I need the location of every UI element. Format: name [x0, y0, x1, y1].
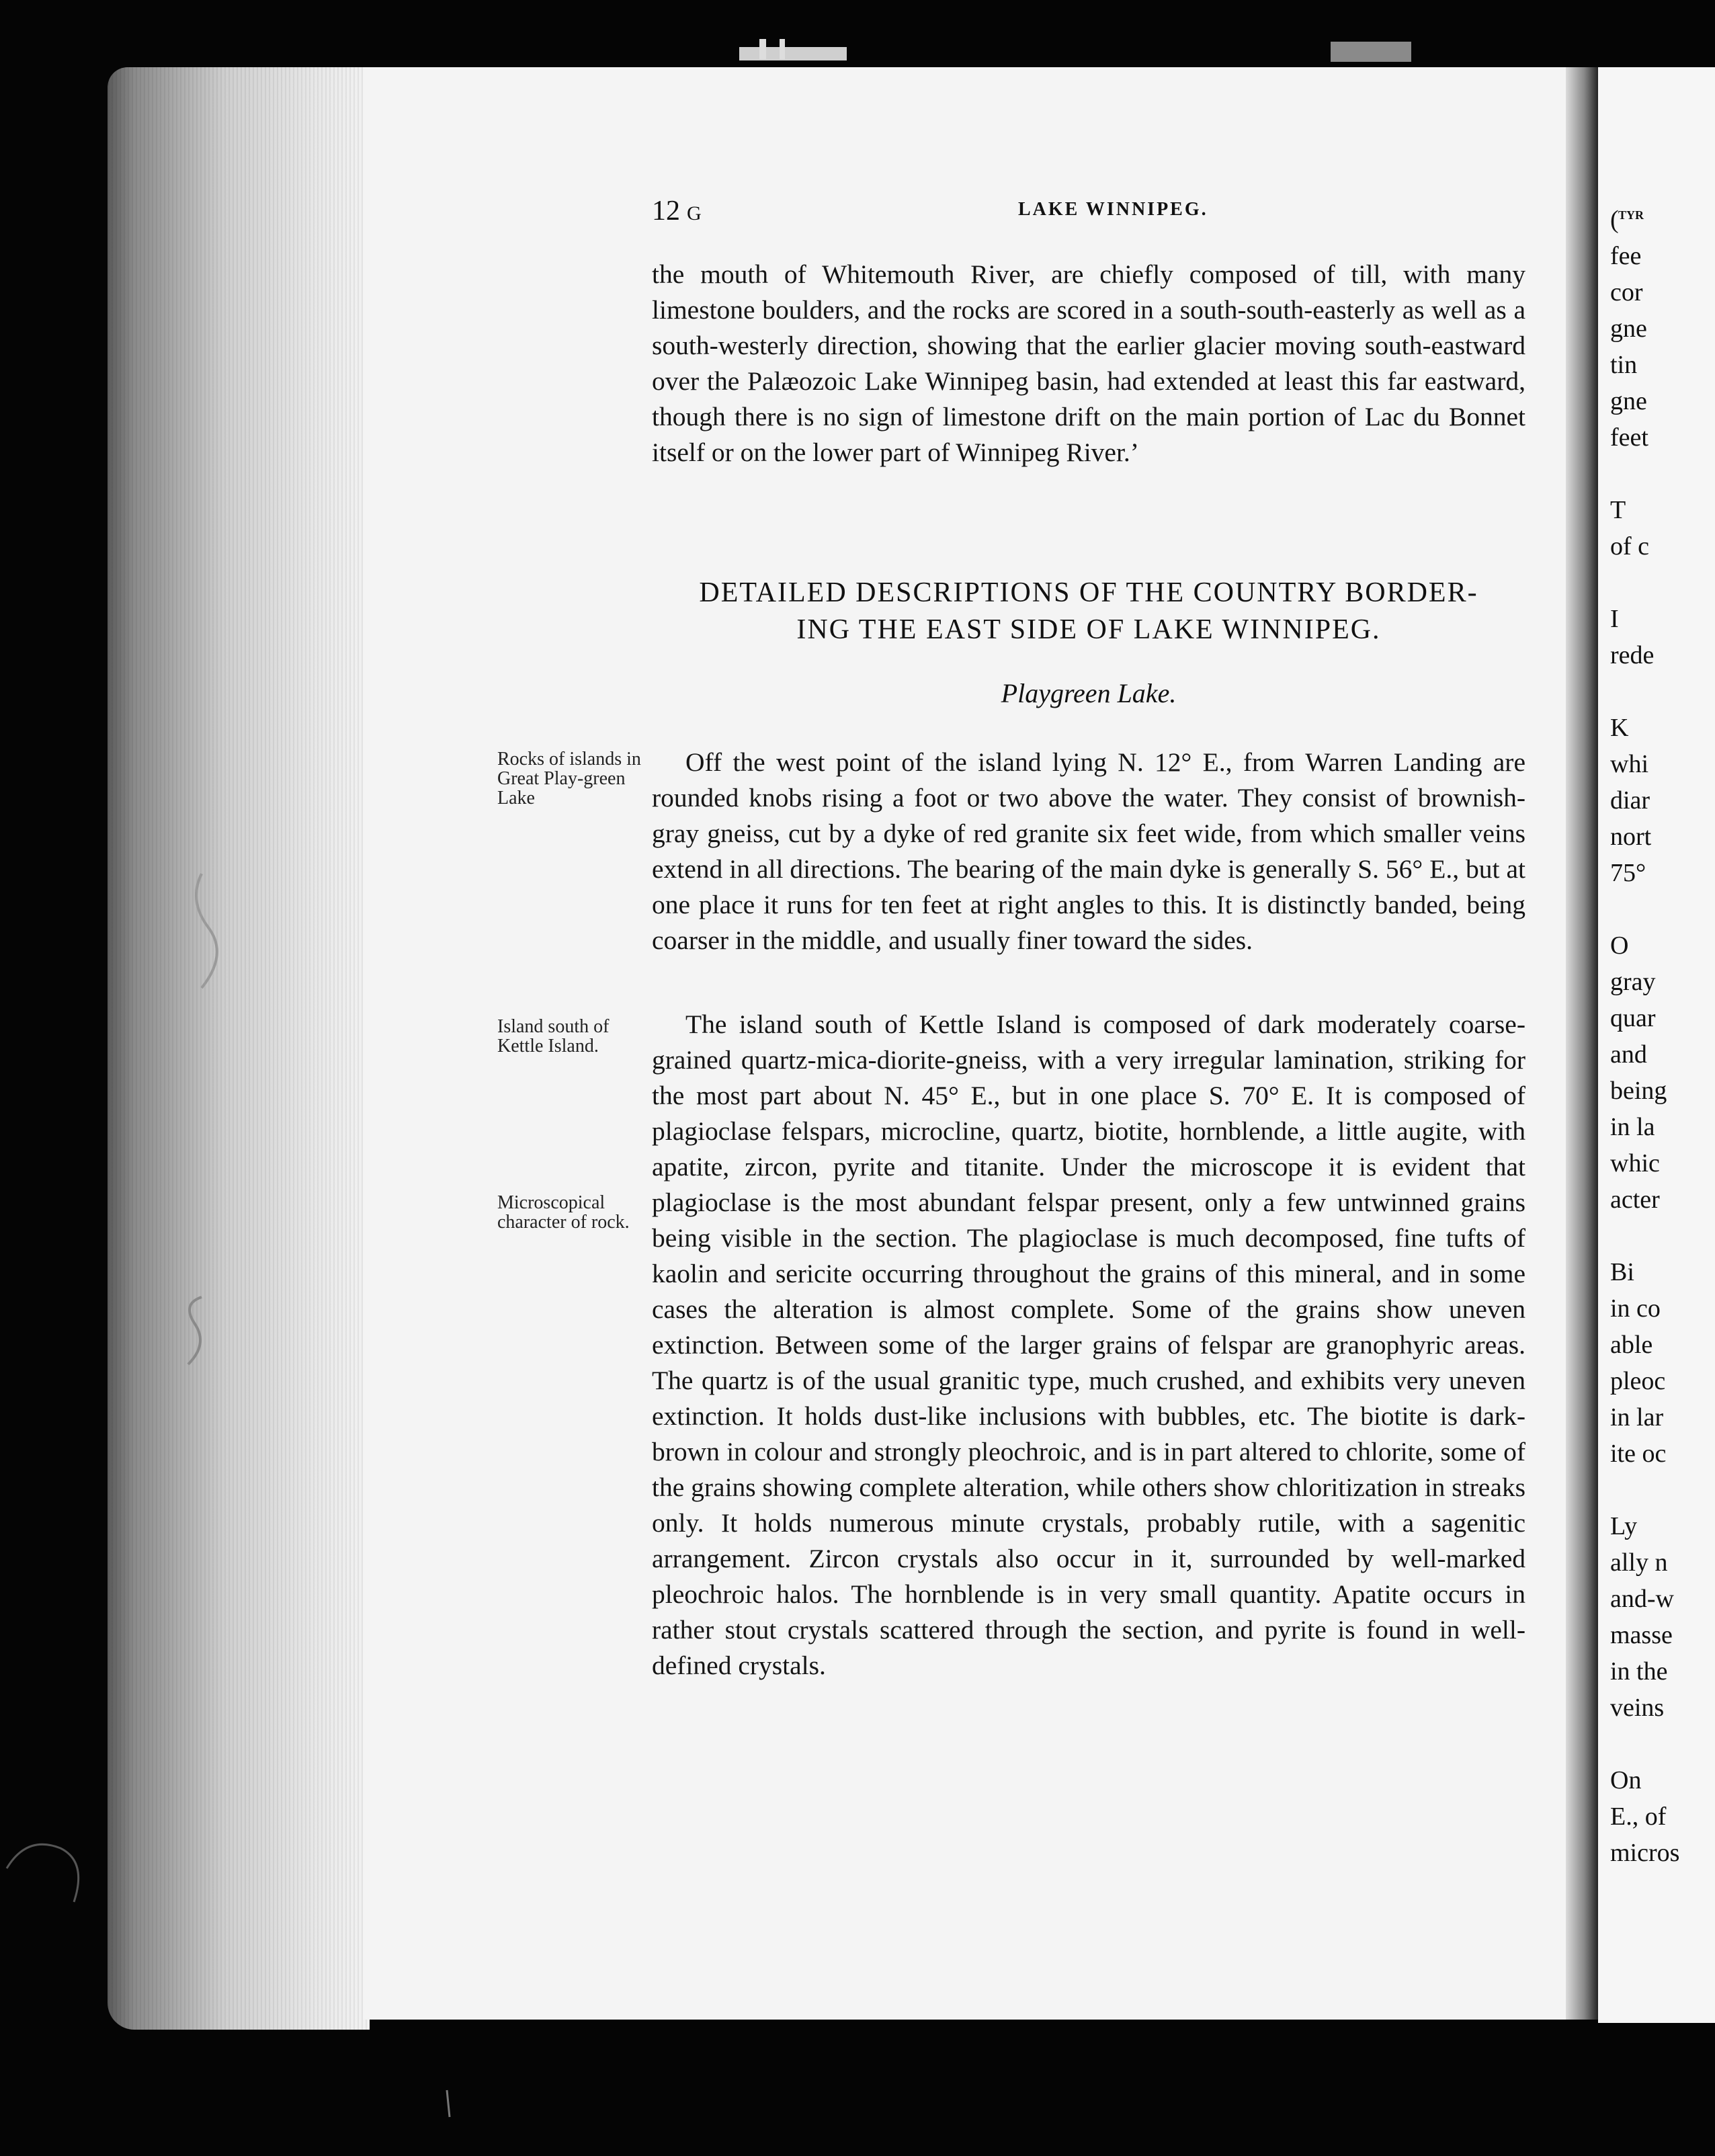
running-head — [652, 195, 1525, 229]
facing-line — [1598, 1472, 1715, 1508]
facing-line — [1598, 673, 1715, 710]
facing-page-text — [1598, 202, 1715, 1871]
facing-line — [1598, 1726, 1715, 1762]
facing-line: K — [1610, 714, 1629, 742]
facing-line: E., of — [1610, 1802, 1667, 1831]
page-number: 12 — [652, 196, 680, 226]
book-page-edges — [108, 67, 370, 2030]
facing-page — [1598, 67, 1715, 2023]
section-heading-line2: ING THE EAST SIDE OF LAKE WINNIPEG. — [796, 614, 1381, 645]
facing-line: and-w — [1610, 1585, 1674, 1613]
facing-line: nort — [1610, 823, 1652, 851]
facing-line — [1598, 1218, 1715, 1254]
facing-line: rede — [1610, 641, 1655, 669]
facing-page-header: TYR — [1618, 208, 1644, 222]
facing-line: gray — [1610, 968, 1656, 996]
section-subheading: Playgreen Lake. — [1001, 678, 1177, 708]
book-gutter — [1566, 67, 1599, 2020]
facing-line: masse — [1610, 1621, 1673, 1649]
facing-line: Ly — [1610, 1512, 1638, 1540]
facing-line: ally n — [1610, 1548, 1668, 1577]
page-number-block — [652, 195, 702, 227]
paragraph-island-description: The island south of Kettle Island is composed of dark moderately coarse-grained quartz-mica-diorite-gneiss, with a very irregular lamination, striking for the most part about N. 45° E., but in one place S. 70° E. It is composed of plagioclase felspars, microcline, quartz, biotite, hornblende, a little augite, with apatite, zircon, pyrite and titanite. Under the microscope it is evident that plagioclase is the most abundant felspar present, only a few untwinned grains being visible in the section. The plagioclase is much decomposed, fine tufts of kaolin and sericite occurring throughout the grains of this mineral, and in some cases the alteration is almost complete. Some of the grains show uneven extinction. Between some of the larger grains of felspar are granophyric areas. The quartz is of the usual granitic type, much crushed, and exhibits very uneven extinction. It holds dust-like inclusions with bubbles, etc. The biotite is dark-brown in colour and strongly pleochroic, and is in part altered to chlorite, some of the grains showing complete alteration, while others show chloritization in streaks only. It holds numerous minute crystals, probably rutile, with a sagenitic arrangement. Zircon crystals also occur in it, surrounded by well-marked pleochroic halos. The hornblende is in very small quantity. Apatite occurs in rather stout crystals scattered through the section, and pyrite is found in well-defined crystals. — [652, 1009, 1525, 1680]
facing-line — [1598, 891, 1715, 927]
facing-line: O — [1610, 931, 1629, 960]
facing-line: gne — [1610, 315, 1647, 343]
section-heading — [645, 575, 1532, 649]
facing-line: diar — [1610, 786, 1650, 815]
facing-line: ( — [1610, 206, 1619, 234]
facing-line: micros — [1610, 1839, 1680, 1867]
facing-line: quar — [1610, 1004, 1656, 1032]
facing-line: feet — [1610, 423, 1648, 452]
facing-line: of c — [1610, 532, 1650, 561]
facing-line: acter — [1610, 1186, 1660, 1214]
facing-line: T — [1610, 496, 1626, 524]
facing-line: in the — [1610, 1657, 1668, 1686]
facing-line: 75° — [1610, 859, 1646, 887]
facing-line: whi — [1610, 750, 1648, 778]
facing-line: whic — [1610, 1149, 1660, 1177]
facing-line — [1598, 565, 1715, 601]
sidenote-island-south: Island south of Kettle Island. — [497, 1016, 610, 1056]
facing-line: pleoc — [1610, 1367, 1666, 1395]
facing-line: veins — [1610, 1694, 1665, 1722]
facing-line: tin — [1610, 351, 1638, 379]
facing-line: in la — [1610, 1113, 1655, 1141]
running-title: LAKE WINNIPEG. — [1018, 199, 1208, 220]
facing-line: cor — [1610, 278, 1643, 306]
sidenote-rocks-of-islands: Rocks of islands in Great Play-green Lake — [497, 749, 641, 809]
facing-line: and — [1610, 1040, 1647, 1069]
facing-line: able — [1610, 1331, 1653, 1359]
facing-line: being — [1610, 1077, 1667, 1105]
opening-paragraph: the mouth of Whitemouth River, are chiefly composed of till, with many limestone boulders, and the rocks are scored in a south-south-easterly as well as a south-westerly direction, showing that the earlier glacier moving south-eastward over the Palæozoic Lake Winnipeg basin, had extended at least this far eastward, though there is no sign of limestone drift on the main portion of Lac du Bonnet itself or on the lower part of Winnipeg River.’ — [652, 259, 1525, 467]
section-heading-line1: DETAILED DESCRIPTIONS OF THE COUNTRY BORDER- — [699, 577, 1478, 608]
facing-line: On — [1610, 1766, 1642, 1794]
facing-line: I — [1610, 605, 1619, 633]
facing-line — [1598, 456, 1715, 492]
sidenote-microscopical: Microscopical character of rock. — [497, 1192, 630, 1233]
facing-line: ite oc — [1610, 1440, 1667, 1468]
facing-line: in co — [1610, 1294, 1661, 1323]
facing-line: fee — [1610, 242, 1642, 270]
facing-line: in lar — [1610, 1403, 1664, 1432]
facing-line: Bi — [1610, 1258, 1634, 1286]
facing-line: gne — [1610, 387, 1647, 415]
signature-letter: G — [687, 202, 702, 224]
paragraph-playgreen: Off the west point of the island lying N. 12° E., from Warren Landing are rounded knobs rising a foot or two above the water. They consist of brownish-gray gneiss, cut by a dyke of red granite six feet wide, from which smaller veins extend in all directions. The bearing of the main dyke is generally S. 56° E., but at one place it runs for ten feet at right angles to this. It is distinctly banded, being coarser in the middle, and usually finer toward the sides. — [652, 747, 1525, 955]
